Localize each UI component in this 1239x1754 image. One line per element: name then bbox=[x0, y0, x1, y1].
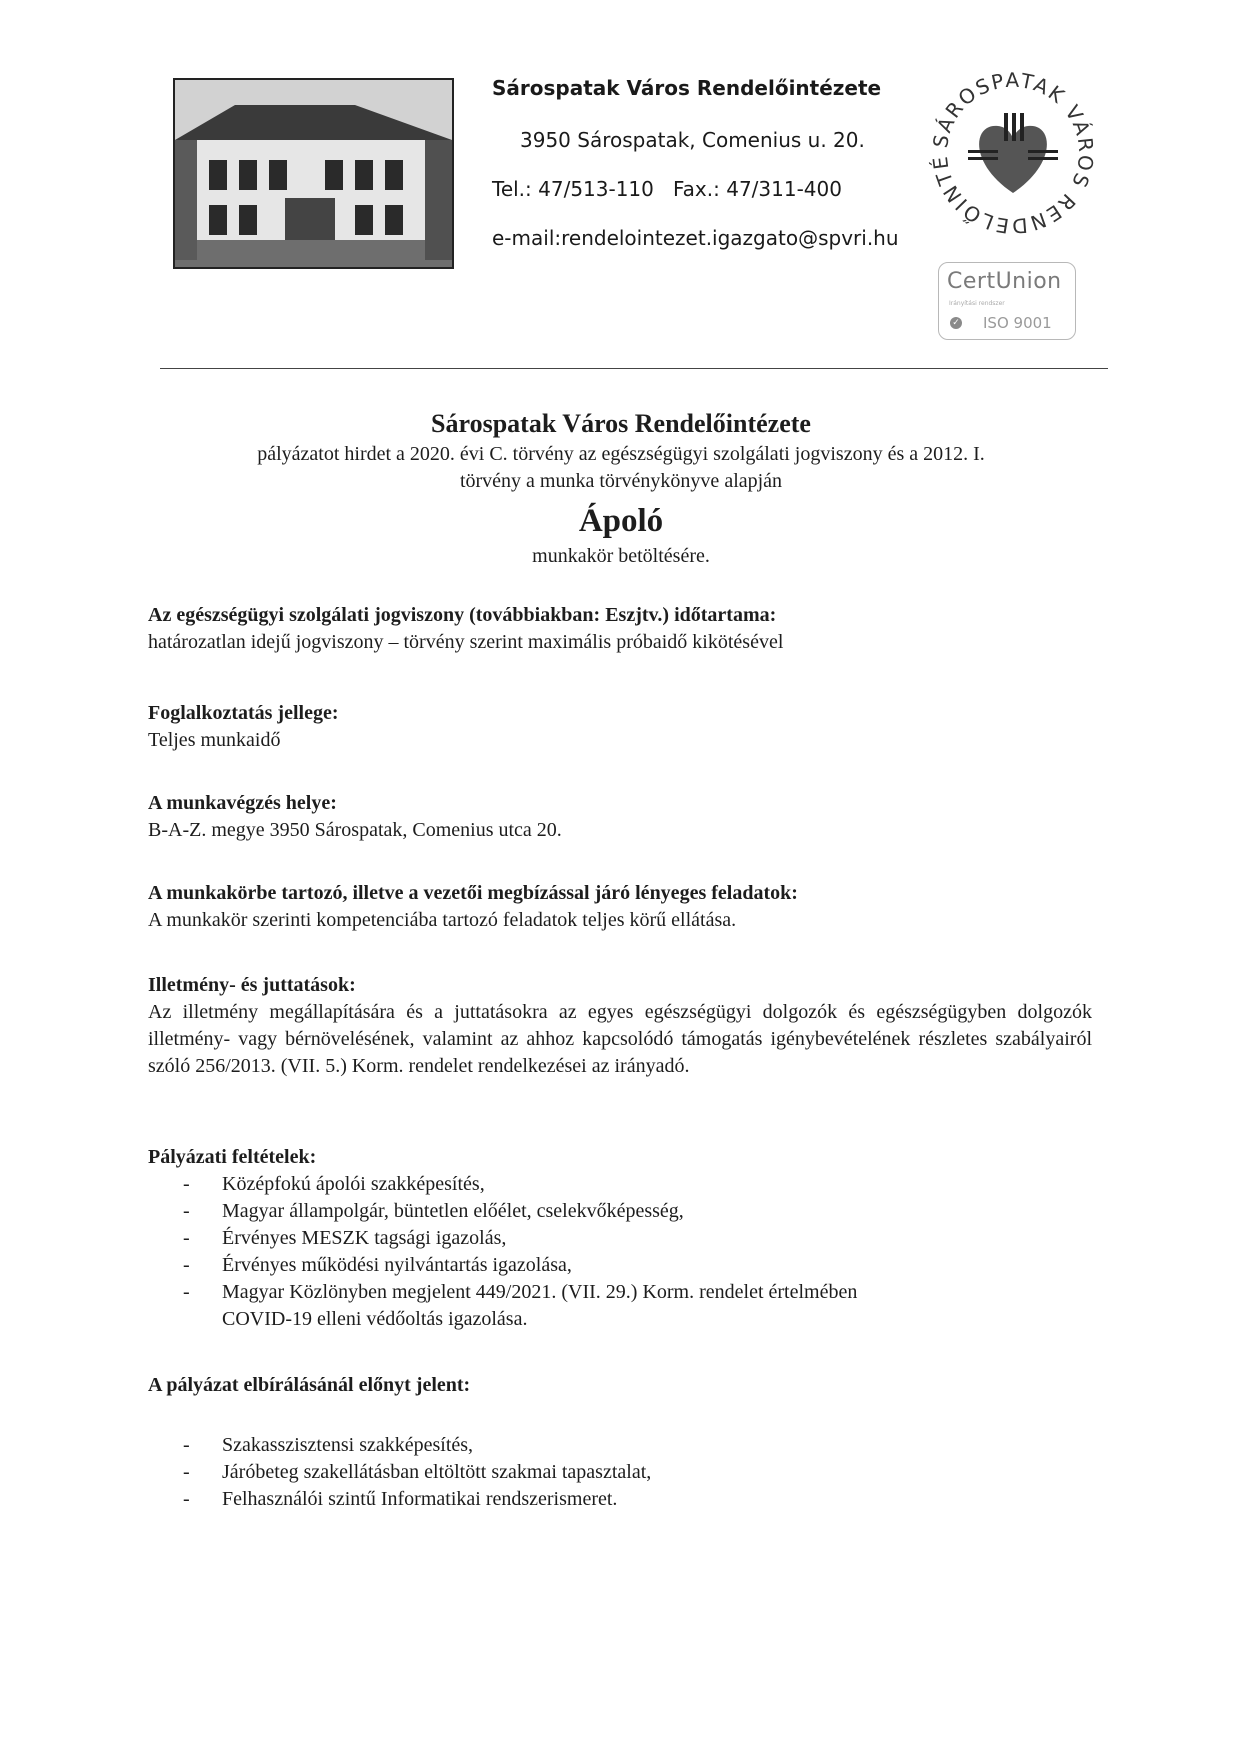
section-text: B-A-Z. megye 3950 Sárospatak, Comenius utca 20. bbox=[148, 819, 562, 841]
list-item: - Magyar Közlönyben megjelent 449/2021. (VII. 29.) Korm. rendelet értelmében COVID-19 elleni védőoltás igazolása. bbox=[183, 1281, 858, 1330]
advantages-list bbox=[148, 1432, 1092, 1513]
section-text: A munkakör szerinti kompetenciába tartozó feladatok teljes körű ellátása. bbox=[148, 909, 737, 931]
notice-intro-line-2: törvény a munka törvénykönyve alapján bbox=[459, 470, 783, 492]
list-item: - Felhasználói szintű Informatikai rendszerismeret. bbox=[183, 1488, 618, 1510]
section-text: Az illetmény megállapítására és a juttatásokra az egyes egészségügyi dolgozók és egészségügyben dolgozók illetmény- vagy bérnövelésének, valamint az ahhoz kapcsolódó támogatás igénybevételének részletes szabályairól szóló 256/2013. (VII. 5.) Korm. rendelet rendelkezései az irányadó. bbox=[148, 1001, 1092, 1077]
list-item: - Szakasszisztensi szakképesítés, bbox=[183, 1434, 474, 1456]
position-title: Ápoló bbox=[578, 503, 664, 539]
header-phone: Tel.: 47/513-110 bbox=[492, 177, 654, 201]
header-email: e-mail:rendelointezet.igazgato@spvri.hu bbox=[492, 226, 899, 250]
list-item: - Érvényes működési nyilvántartás igazolása, bbox=[183, 1254, 572, 1276]
list-item: - Járóbeteg szakellátásban eltöltött szakmai tapasztalat, bbox=[183, 1461, 652, 1483]
cert-name: CertUnion bbox=[947, 269, 1062, 294]
list-item-text: Járóbeteg szakellátásban eltöltött szakmai tapasztalat, bbox=[222, 1461, 652, 1483]
section-tasks bbox=[148, 880, 1092, 934]
list-item-text: Szakasszisztensi szakképesítés, bbox=[222, 1434, 474, 1456]
notice-intro-line-3: munkakör betöltésére. bbox=[532, 545, 710, 567]
section-conditions bbox=[148, 1144, 1092, 1333]
section-advantages bbox=[148, 1372, 1092, 1513]
section-heading: Foglalkoztatás jellege: bbox=[148, 702, 339, 724]
section-heading: A munkakörbe tartozó, illetve a vezetői megbízással járó lényeges feladatok: bbox=[148, 882, 798, 904]
section-text: határozatlan idejű jogviszony – törvény szerint maximális próbaidő kikötésével bbox=[148, 631, 784, 653]
notice-intro-line-1: pályázatot hirdet a 2020. évi C. törvény az egészségügyi szolgálati jogviszony és a 2012. I. bbox=[257, 443, 985, 465]
section-heading: Illetmény- és juttatások: bbox=[148, 974, 356, 996]
section-text: Teljes munkaidő bbox=[148, 729, 281, 751]
section-employment bbox=[148, 700, 1092, 754]
seal-text: SÁROSPATAK VÁROS RENDELŐINTÉ bbox=[928, 68, 1098, 238]
header-fax: Fax.: 47/311-400 bbox=[673, 177, 842, 201]
cert-standard: ISO 9001 bbox=[983, 314, 1052, 332]
header-address: 3950 Sárospatak, Comenius u. 20. bbox=[520, 128, 865, 152]
list-item-text: Felhasználói szintű Informatikai rendszerismeret. bbox=[222, 1488, 618, 1510]
check-icon: ✓ bbox=[950, 317, 962, 329]
section-duration bbox=[148, 602, 1092, 656]
notice-institution: Sárospatak Város Rendelőintézete bbox=[431, 409, 811, 438]
header-institution-name: Sárospatak Város Rendelőintézete bbox=[492, 76, 882, 100]
list-item: - Középfokú ápolói szakképesítés, bbox=[183, 1173, 485, 1195]
list-item-text: Középfokú ápolói szakképesítés, bbox=[222, 1173, 485, 1195]
list-item: - Érvényes MESZK tagsági igazolás, bbox=[183, 1227, 507, 1249]
list-item-text: Magyar állampolgár, büntetlen előélet, cselekvőképesség, bbox=[222, 1200, 684, 1222]
list-item-text: Érvényes MESZK tagsági igazolás, bbox=[222, 1227, 507, 1249]
institution-seal bbox=[928, 68, 1098, 238]
header-divider bbox=[160, 368, 1108, 369]
section-salary bbox=[148, 972, 1092, 1080]
list-item-text: Magyar Közlönyben megjelent 449/2021. (VII. 29.) Korm. rendelet értelmében COVID-19 elleni védőoltás igazolása. bbox=[222, 1281, 858, 1330]
conditions-list bbox=[148, 1171, 1092, 1333]
section-heading: Az egészségügyi szolgálati jogviszony (továbbiakban: Eszjtv.) időtartama: bbox=[148, 604, 777, 626]
section-location bbox=[148, 790, 1092, 844]
section-heading: A munkavégzés helye: bbox=[148, 792, 337, 814]
list-item-text: Érvényes működési nyilvántartás igazolása, bbox=[222, 1254, 572, 1276]
cert-subtitle: Irányítási rendszer bbox=[949, 300, 1005, 307]
building-photo bbox=[173, 78, 454, 269]
section-heading: Pályázati feltételek: bbox=[148, 1146, 317, 1168]
certunion-badge bbox=[938, 262, 1076, 340]
list-item: - Magyar állampolgár, büntetlen előélet, cselekvőképesség, bbox=[183, 1200, 684, 1222]
section-heading: A pályázat elbírálásánál előnyt jelent: bbox=[148, 1374, 471, 1396]
